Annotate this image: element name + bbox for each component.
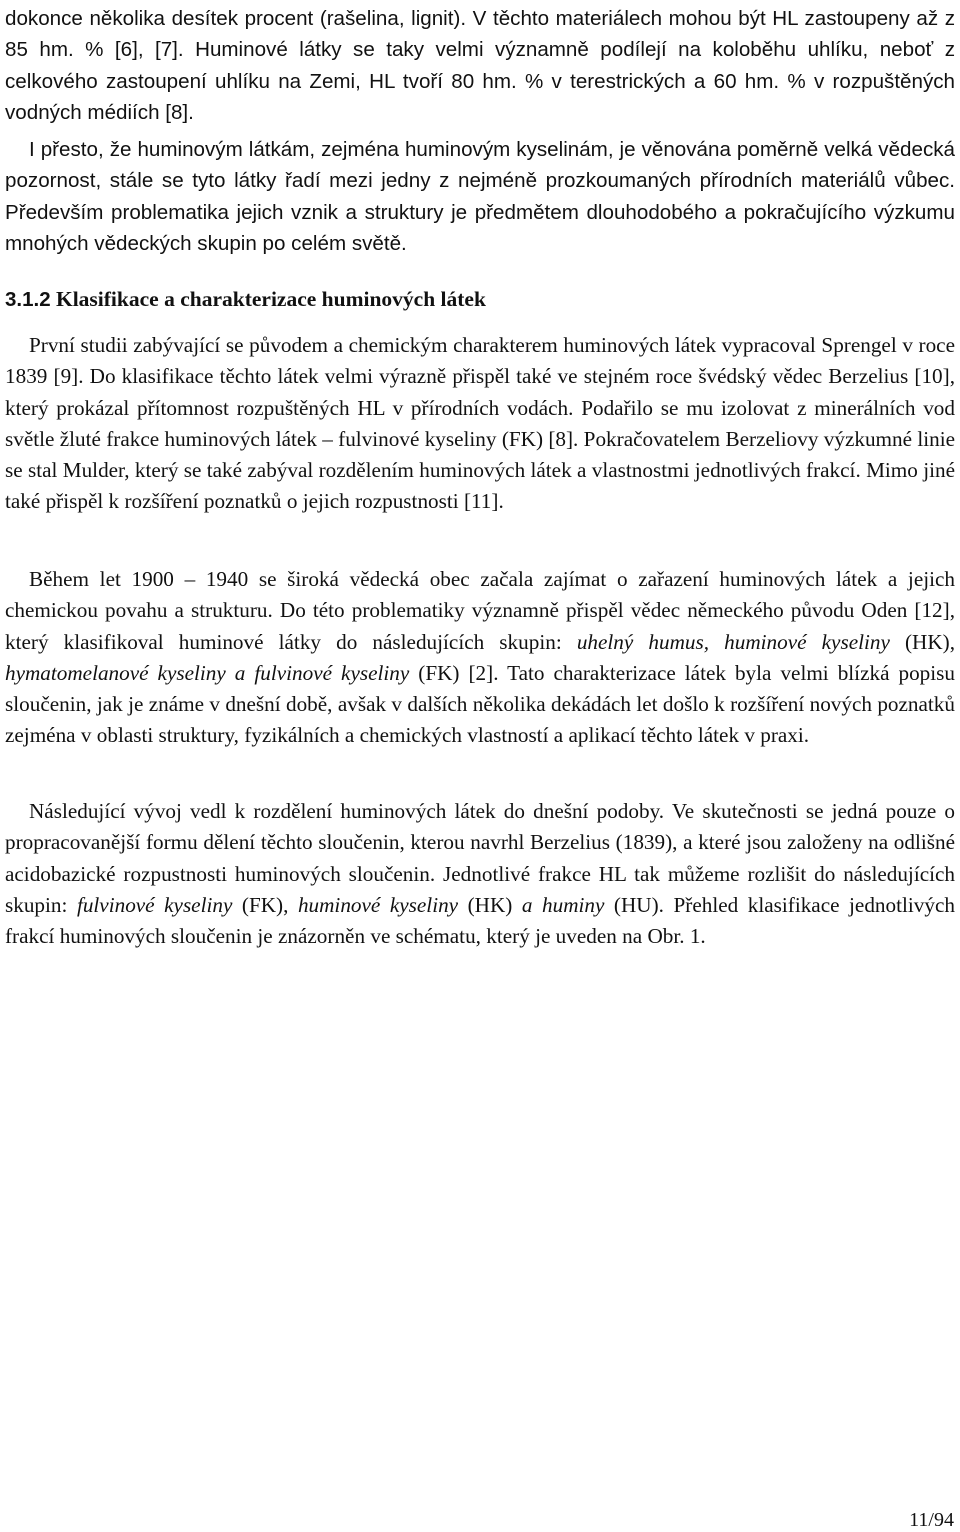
paragraph-5-text-4: (HU). Přehled klasifikace jednotlivých frakcí huminových sloučenin je znázorněn ve schématu, který je uveden na Obr. 1. bbox=[5, 892, 955, 949]
paragraph-4-italic-2: hymatomelanové kyseliny a fulvinové kyseliny bbox=[5, 660, 410, 685]
paragraph-5-italic-1: fulvinové kyseliny bbox=[76, 892, 233, 917]
paragraph-2: I přesto, že huminovým látkám, zejména huminovým kyselinám, je věnována poměrně velká vědecká pozornost, stále se tyto látky řadí mezi jedny z nejméně prozkoumaných přírodních materiálů vůbec. Především problematika jejich vznik a struktury je předmětem dlouhodobého a pokračujícího výzkumu mnohých vědeckých skupin po celém světě. bbox=[5, 138, 955, 255]
paragraph-1: dokonce několika desítek procent (rašelina, lignit). V těchto materiálech mohou být HL zastoupeny až z 85 hm. % [6], [7]. Huminové látky se taky velmi významně podílejí na koloběhu uhlíku, neboť z celkového zastoupení uhlíku na Zemi, HL tvoří 80 hm. % v terestrických a 60 hm. % v rozpuštěných vodných médiích [8]. bbox=[5, 7, 955, 124]
paragraph-5 bbox=[5, 796, 955, 952]
section-title: Klasifikace a charakterizace huminových látek bbox=[55, 287, 486, 311]
section-heading bbox=[5, 284, 955, 315]
paragraph-4-italic-1: uhelný humus, huminové kyseliny bbox=[576, 629, 890, 654]
paragraph-5-text-1: Následující vývoj vedl k rozdělení huminových látek do dnešní podoby. Ve skutečnosti se jedná pouze o propracovanější formu dělení těchto sloučenin, kterou navrhl Berzelius (1839), a které jsou založeny na odlišné acidobazické rozpustnosti huminových sloučenin. Jednotlivé frakce HL tak můžeme rozlišit do následujících skupin: bbox=[5, 799, 955, 917]
paragraph-5-italic-3: a huminy bbox=[521, 892, 605, 917]
paragraph-5-text-2: (FK), bbox=[232, 892, 298, 917]
paragraph-4-text-2: (HK), bbox=[889, 629, 955, 654]
paragraph-4-text-1: Během let 1900 – 1940 se široká vědecká obec začala zajímat o zařazení huminových látek a jejich chemickou povahu a strukturu. Do této problematiky významně přispěl vědec německého původu Oden [12], který klasifikoval huminové látky do následujících skupin: bbox=[5, 567, 955, 654]
paragraph-4 bbox=[5, 564, 955, 752]
page-number: 11/94 bbox=[909, 1509, 954, 1531]
paragraph-5-italic-2: huminové kyseliny bbox=[297, 892, 459, 917]
paragraph-5-text-3: (HK) bbox=[458, 892, 522, 917]
paragraph-4-text-3: (FK) [2]. Tato charakterizace látek byla velmi blízká popisu sloučenin, jak je známe v dnešní době, avšak v dalších několika dekádách let došlo k rozšíření nových poznatků zejména v oblasti struktury, fyzikálních a chemických vlastností a aplikací těchto látek v praxi. bbox=[5, 660, 955, 748]
section-number: 3.1.2 bbox=[5, 288, 51, 311]
paragraph-3: První studii zabývající se původem a chemickým charakterem huminových látek vypracoval Sprengel v roce 1839 [9]. Do klasifikace těchto látek velmi výrazně přispěl také ve stejném roce švédský vědec Berzelius [10], který prokázal přítomnost rozpuštěných HL v přírodních vodách. Podařilo se mu izolovat z minerálních vod světle žluté frakce huminových látek – fulvinové kyseliny (FK) [8]. Pokračovatelem Berzeliovy výzkumné linie se stal Mulder, který se také zabýval rozdělením huminových látek a vlastnostmi jednotlivých frakcí. Mimo jiné také přispěl k rozšíření poznatků o jejich rozpustnosti [11]. bbox=[5, 333, 955, 514]
